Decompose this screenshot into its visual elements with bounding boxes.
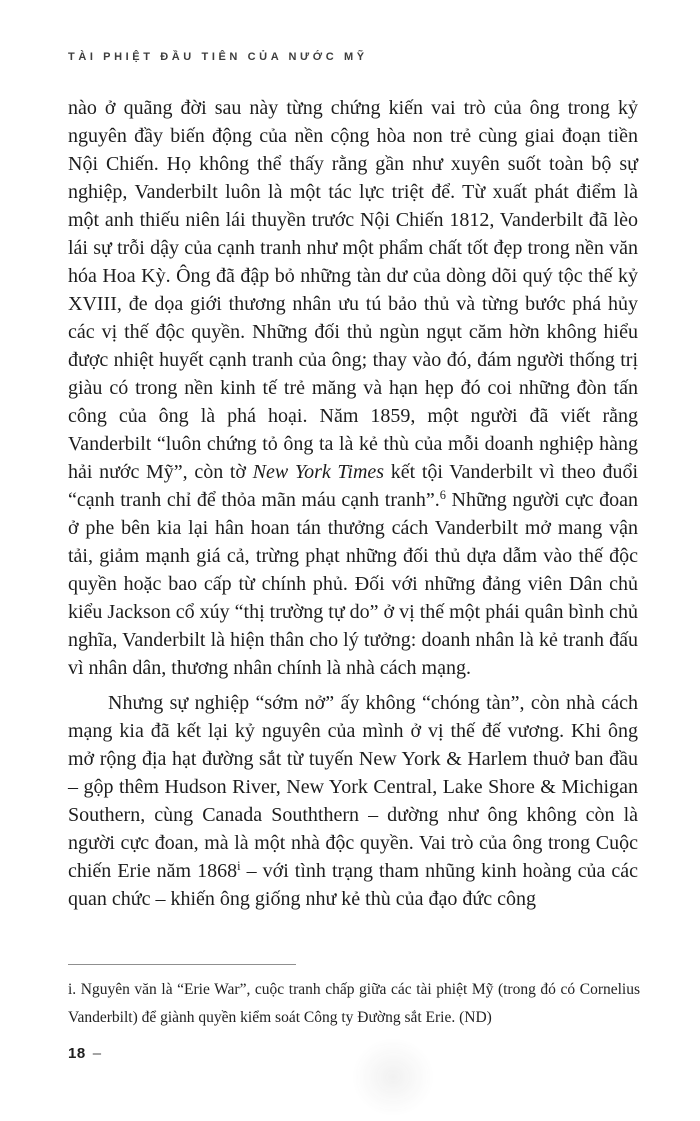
footnote-text: i. Nguyên văn là “Erie War”, cuộc tranh chấp giữa các tài phiệt Mỹ (trong đó có Cornelius Vanderbilt) để giành quyền kiểm soát Công ty Đường sắt Erie. (ND)	[68, 981, 640, 1026]
text-run: Nhưng sự nghiệp “sớm nở” ấy không “chóng tàn”, còn nhà cách mạng kia đã kết lại kỷ nguyên của mình ở vị thế đế vương. Khi ông mở rộng địa hạt đường sắt từ tuyến New York & Harlem thuở ban đầu – gộp thêm Hudson River, New York Central, Lake Shore & Michigan Southern, cùng Canada Souththern – dường như ông không còn là người cực đoan, mà là một nhà độc quyền. Vai trò của ông trong Cuộc chiến Erie năm 1868	[68, 692, 638, 882]
text-run-sup: 6	[439, 488, 446, 503]
text-run: – với tình trạng tham nhũng kinh hoàng của các quan chức – khiến ông giống như kẻ thù của đạo đức công	[68, 860, 638, 910]
paragraph-1	[68, 94, 638, 682]
page-footer	[68, 1045, 102, 1062]
running-head: TÀI PHIỆT ĐẦU TIÊN CỦA NƯỚC MỸ	[68, 51, 368, 63]
page-number-dash: –	[92, 1045, 102, 1062]
text-run: Những người cực đoan ở phe bên kia lại hân hoan tán thưởng cách Vanderbilt mở mang vận tải, giảm mạnh giá cả, trừng phạt những đối thủ dựa dẫm vào thế độc quyền hoặc bao cấp từ chính phủ. Đối với những đảng viên Dân chủ kiểu Jackson cổ xúy “thị trường tự do” ở vị thế một phái quân bình chủ nghĩa, Vanderbilt là hiện thân cho lý tưởng: doanh nhân là kẻ tranh đấu vì nhân dân, thương nhân chính là nhà cách mạng.	[68, 489, 638, 679]
text-run-italic: New York Times	[252, 461, 385, 483]
paragraph-2	[68, 689, 638, 913]
page-number: 18	[68, 1045, 86, 1062]
text-run: nào ở quãng đời sau này từng chứng kiến vai trò của ông trong kỷ nguyên đầy biến động của nền cộng hòa non trẻ cùng giai đoạn tiền Nội Chiến. Họ không thể thấy rằng gần như xuyên suốt toàn bộ sự nghiệp, Vanderbilt luôn là một tác lực triệt để. Từ xuất phát điểm là một anh thiếu niên lái thuyền trước Nội Chiến 1812, Vanderbilt đã lèo lái sự trỗi dậy của cạnh tranh như một phẩm chất tốt đẹp trong nền văn hóa Hoa Kỳ. Ông đã đập bỏ những tàn dư của dòng dõi quý tộc thế kỷ XVIII, đe dọa giới thương nhân ưu tú bảo thủ và từng bước phá hủy các vị thế độc quyền. Những đối thủ ngùn ngụt căm hờn không hiểu được nhiệt huyết cạnh tranh của ông; thay vào đó, đám người thống trị giàu có trong nền kinh tế trẻ măng và hạn hẹp đó coi những đòn tấn công của ông là phá hoại. Năm 1859, một người đã viết rằng Vanderbilt “luôn chứng tỏ ông ta là kẻ thù của mỗi doanh nghiệp hàng hải nước Mỹ”, còn tờ	[68, 97, 638, 483]
text-run-sup: i	[237, 859, 241, 874]
footnote-separator-rule	[68, 964, 296, 965]
text-run: kết tội Vanderbilt vì theo đuổi “cạnh tranh chỉ để thỏa mãn máu cạnh tranh”.	[68, 461, 639, 511]
faint-watermark	[352, 1038, 434, 1116]
body-text	[68, 94, 638, 913]
